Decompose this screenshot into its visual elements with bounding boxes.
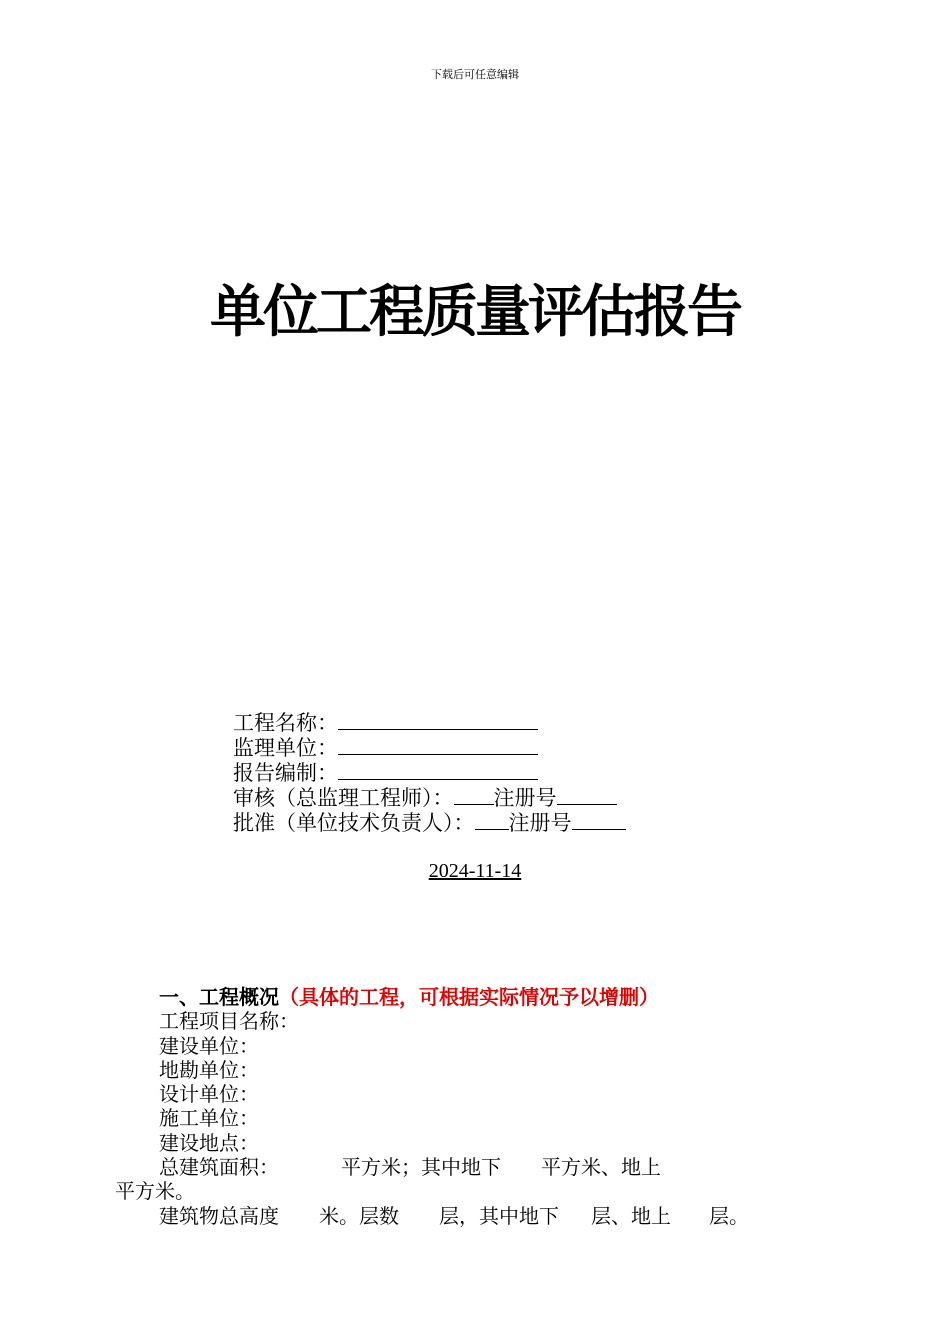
field-project-name — [233, 709, 626, 734]
height-unit4: 层。 — [709, 1203, 749, 1228]
height-unit2: 层，其中地下 — [439, 1203, 559, 1228]
area-unit3: 平方米。 — [115, 1179, 195, 1204]
item-total-area-cont — [115, 1179, 835, 1203]
height-label: 建筑物总高度 — [159, 1203, 279, 1228]
field-label: 报告编制： — [233, 761, 338, 785]
item-construction-unit: 建设单位： — [159, 1033, 259, 1058]
field-label: 工程名称： — [233, 711, 338, 735]
field-label: 监理单位： — [233, 736, 338, 760]
date-text: 2024-11-14 — [428, 860, 522, 882]
blank-line[interactable] — [338, 759, 538, 780]
reg-label: 注册号 — [493, 786, 557, 810]
item-survey-unit: 地勘单位： — [159, 1057, 259, 1082]
page-header: 下载后可任意编辑 — [431, 68, 519, 81]
height-unit3: 层、地上 — [591, 1203, 671, 1228]
item-design-unit: 设计单位： — [159, 1082, 259, 1107]
section-project-overview — [115, 985, 835, 1228]
field-review — [233, 784, 626, 809]
field-report-author — [233, 759, 626, 784]
blank-line[interactable] — [572, 809, 626, 830]
section-heading — [115, 985, 835, 1009]
item-building-height — [115, 1204, 835, 1228]
blank-line[interactable] — [475, 809, 509, 830]
heading-note: （具体的工程，可根据实际情况予以增删） — [279, 985, 659, 1009]
blank-line[interactable] — [338, 734, 538, 755]
area-unit1: 平方米；其中地下 — [341, 1155, 501, 1180]
field-supervision-unit — [233, 734, 626, 759]
reg-label: 注册号 — [508, 811, 572, 835]
field-approve — [233, 809, 626, 834]
area-unit2: 平方米、地上 — [541, 1155, 661, 1180]
blank-line[interactable] — [338, 709, 538, 730]
blank-line[interactable] — [557, 784, 617, 805]
area-label: 总建筑面积： — [159, 1155, 279, 1180]
item-total-area — [115, 1155, 835, 1179]
height-unit1: 米。层数 — [319, 1203, 399, 1228]
blank-line[interactable] — [454, 784, 494, 805]
cover-info-block — [233, 709, 626, 834]
item-location: 建设地点： — [159, 1130, 259, 1155]
field-label: 批准（单位技术负责人）： — [233, 811, 475, 835]
item-project-name: 工程项目名称： — [159, 1009, 299, 1034]
document-title: 单位工程质量评估报告 — [210, 280, 740, 345]
report-date — [0, 858, 950, 883]
heading-text: 一、工程概况 — [159, 985, 279, 1009]
item-builder-unit: 施工单位： — [159, 1106, 259, 1131]
field-label: 审核（总监理工程师）： — [233, 786, 454, 810]
